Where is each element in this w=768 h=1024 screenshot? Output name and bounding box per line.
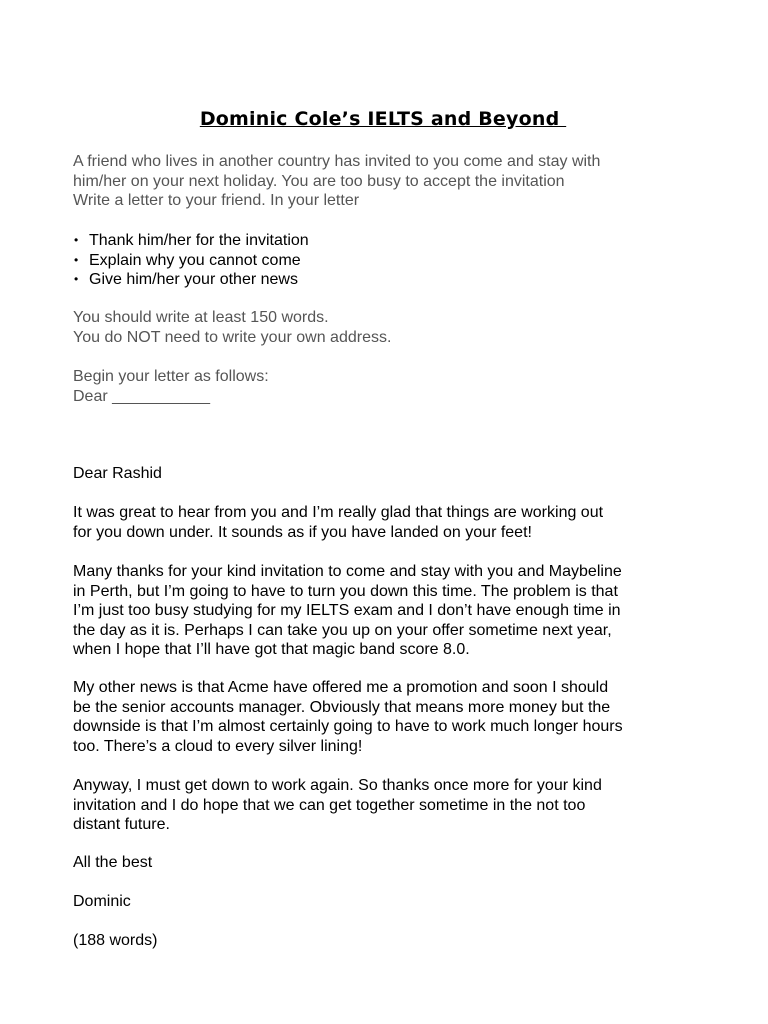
- task-bullet-list: [73, 231, 309, 290]
- task-bullet-item: [73, 270, 309, 290]
- begin-line: Dear ___________: [73, 387, 211, 405]
- bullet-icon: •: [74, 252, 79, 267]
- paragraph-line: for you down under. It sounds as if you have landed on your feet!: [73, 523, 532, 541]
- letter-paragraph-2: [73, 562, 622, 660]
- bullet-icon: •: [74, 233, 79, 247]
- task-requirements: [73, 308, 391, 347]
- task-prompt-line: A friend who lives in another country has invited to you come and stay with: [73, 153, 601, 170]
- bullet-icon: •: [74, 272, 79, 286]
- paragraph-line: distant future.: [73, 816, 170, 833]
- document-page: [73, 0, 713, 1024]
- paragraph-line: be the senior accounts manager. Obviously that means more money but the: [73, 698, 611, 716]
- task-bullet-item: [73, 251, 309, 271]
- paragraph-line: My other news is that Acme have offered me a promotion and soon I should: [73, 679, 609, 696]
- letter-signature: Dominic: [73, 893, 131, 910]
- task-begin-instructions: [73, 367, 269, 406]
- paragraph-line: invitation and I do hope that we can get together sometime in the not too: [73, 796, 586, 814]
- begin-line: Begin your letter as follows:: [73, 368, 269, 385]
- letter-closing: All the best: [73, 854, 153, 871]
- letter-paragraph-4: [73, 776, 602, 835]
- paragraph-line: when I hope that I’ll have got that magic band score 8.0.: [73, 641, 470, 658]
- requirement-line: You should write at least 150 words.: [73, 309, 329, 326]
- paragraph-line: Many thanks for your kind invitation to come and stay with you and Maybeline: [73, 563, 622, 580]
- task-bullet-text: Explain why you cannot come: [89, 251, 301, 269]
- task-prompt-line: Write a letter to your friend. In your letter: [73, 192, 360, 209]
- task-prompt: [73, 152, 600, 211]
- task-bullet-text: Thank him/her for the invitation: [89, 232, 309, 249]
- letter-salutation: Dear Rashid: [73, 465, 162, 482]
- document-title: Dominic Cole’s IELTS and Beyond: [199, 108, 567, 130]
- task-bullet-text: Give him/her your other news: [89, 271, 298, 288]
- requirement-line: You do NOT need to write your own address.: [73, 328, 392, 346]
- paragraph-line: in Perth, but I’m going to have to turn you down this time. The problem is that: [73, 582, 618, 600]
- letter-paragraph-3: [73, 678, 623, 756]
- task-prompt-line: him/her on your next holiday. You are too busy to accept the invitation: [73, 172, 565, 190]
- paragraph-line: I’m just too busy studying for my IELTS exam and I don’t have enough time in: [73, 602, 621, 619]
- paragraph-line: It was great to hear from you and I’m really glad that things are working out: [73, 504, 604, 521]
- paragraph-line: downside is that I’m almost certainly going to have to work much longer hours: [73, 718, 623, 735]
- paragraph-line: Anyway, I must get down to work again. So thanks once more for your kind: [73, 777, 602, 794]
- word-count: (188 words): [73, 932, 158, 949]
- paragraph-line: the day as it is. Perhaps I can take you up on your offer sometime next year,: [73, 621, 612, 639]
- task-bullet-item: [73, 231, 309, 251]
- letter-paragraph-1: [73, 503, 603, 542]
- paragraph-line: too. There’s a cloud to every silver lining!: [73, 737, 363, 755]
